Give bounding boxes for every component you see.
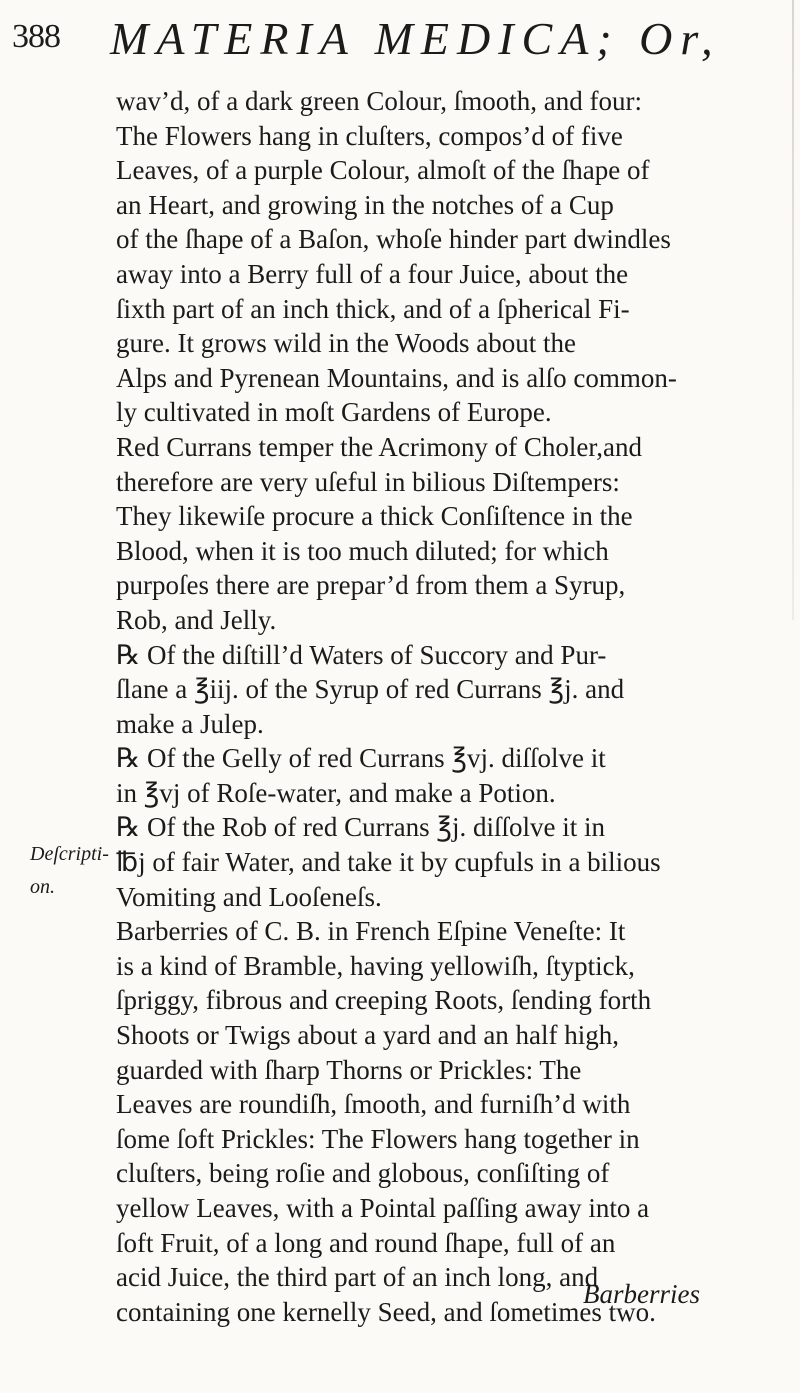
text-line: gure. It grows wild in the Woods about the (116, 328, 577, 359)
catchword: Barberries (583, 1279, 700, 1309)
margin-note-line: on. (30, 876, 55, 898)
text-line: Vomiting and Looſeneſs. (116, 881, 382, 912)
text-line: Leaves are roundiſh, ſmooth, and furniſh’d with (116, 1089, 631, 1120)
text-line: They likewiſe procure a thick Conſiſtence in the (116, 501, 633, 532)
text-line: ℞ Of the Gelly of red Currans ℥vj. diſſolve it (116, 743, 606, 774)
text-line: Rob, and Jelly. (116, 604, 277, 635)
body-text (116, 84, 756, 1329)
text-line: ſixth part of an inch thick, and of a ſpherical Fi- (116, 293, 630, 324)
text-line: an Heart, and growing in the notches of a Cup (116, 189, 614, 220)
text-line: ℔j of fair Water, and take it by cupfuls in a bilious (116, 847, 661, 878)
text-line: Red Currans temper the Acrimony of Choler,and (116, 431, 643, 462)
text-line: acid Juice, the third part of an inch long, and (116, 1262, 599, 1293)
text-line: Barberries of C. B. in French Eſpine Veneſte: It (116, 916, 626, 947)
text-line: wav’d, of a dark green Colour, ſmooth, and four: (116, 86, 643, 116)
text-line: ℞ Of the diſtill’d Waters of Succory and Pur- (116, 639, 607, 670)
page-number: 388 (12, 18, 60, 55)
text-line: yellow Leaves, with a Pointal paſſing away into a (116, 1193, 650, 1223)
text-line: away into a Berry full of a four Juice, about the (116, 258, 629, 289)
text-line: ſoft Fruit, of a long and round ſhape, full of an (116, 1227, 616, 1258)
text-line: is a kind of Bramble, having yellowiſh, ſtyptick, (116, 950, 635, 981)
margin-note (30, 838, 110, 904)
text-line: Shoots or Twigs about a yard and an half high, (116, 1020, 620, 1051)
text-line: cluſters, being roſie and globous, conſiſting of (116, 1158, 610, 1189)
text-line: containing one kernelly Seed, and ſometimes two. (116, 1296, 656, 1327)
page-edge-shadow (792, 0, 794, 620)
page-header (12, 8, 792, 88)
text-line: therefore are very uſeful in bilious Diſtempers: (116, 466, 620, 497)
text-line: of the ſhape of a Baſon, whoſe hinder part dwindles (116, 224, 671, 255)
text-line: Alps and Pyrenean Mountains, and is alſo common- (116, 362, 677, 393)
text-line: The Flowers hang in cluſters, compos’d of five (116, 120, 623, 151)
text-line: guarded with ſharp Thorns or Prickles: The (116, 1054, 582, 1085)
text-line: in ℥vj of Roſe-water, and make a Potion. (116, 777, 556, 808)
running-head: MATERIA MEDICA; Or, (110, 13, 721, 64)
text-line: Blood, when it is too much diluted; for which (116, 535, 609, 566)
text-line: make a Julep. (116, 708, 264, 739)
text-line: ſpriggy, fibrous and creeping Roots, ſending forth (116, 985, 652, 1016)
text-line: Leaves, of a purple Colour, almoſt of the ſhape of (116, 155, 650, 186)
text-line: ly cultivated in moſt Gardens of Europe. (116, 397, 552, 428)
text-line: ſome ſoft Prickles: The Flowers hang together in (116, 1123, 640, 1154)
margin-note-line: Deſcripti- (30, 843, 109, 865)
text-line: ℞ Of the Rob of red Currans ℥j. diſſolve it in (116, 812, 605, 843)
text-line: purpoſes there are prepar’d from them a Syrup, (116, 570, 626, 601)
text-line: ſlane a ℥iij. of the Syrup of red Currans ℥j. and (116, 674, 625, 705)
